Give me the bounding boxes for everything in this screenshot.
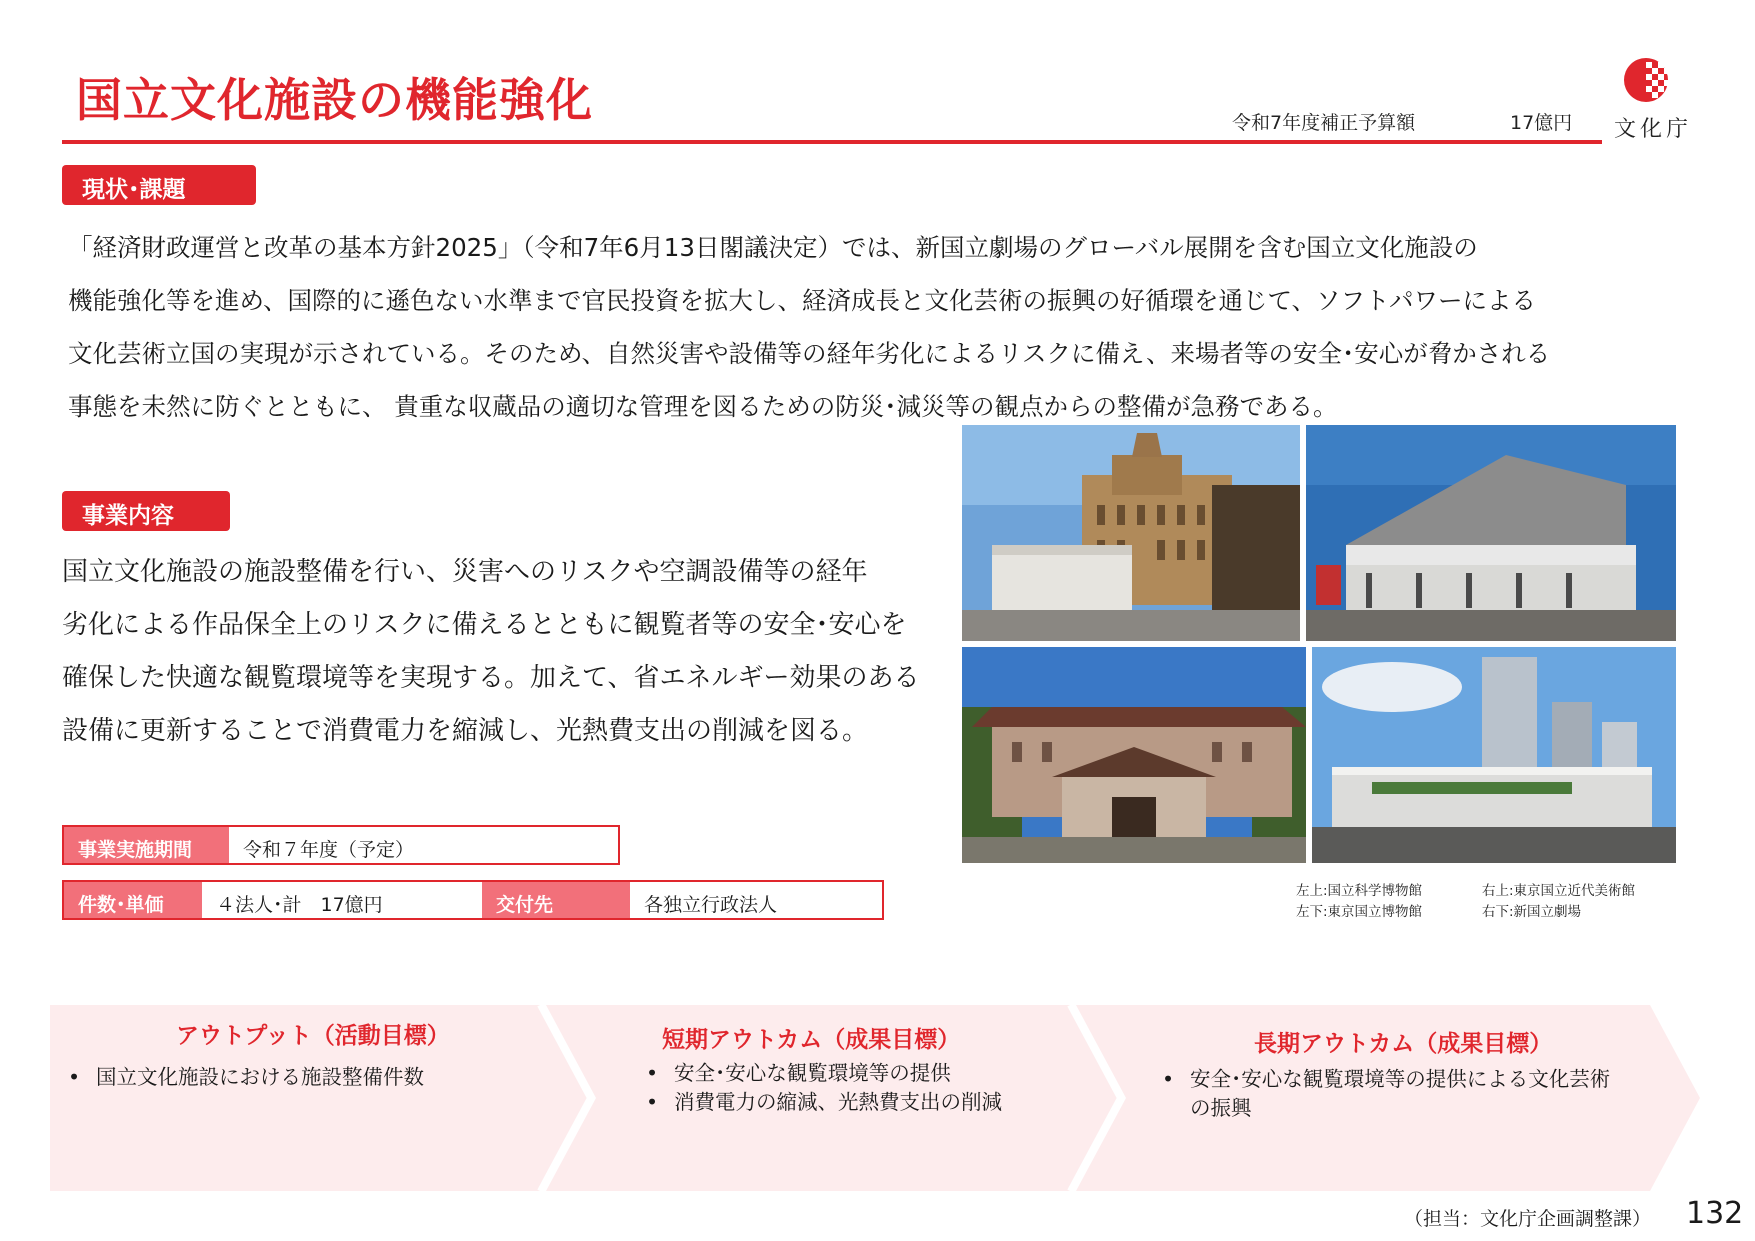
- flow-long-term-list: [1162, 1065, 1612, 1123]
- logo-wordmark: 文化庁: [1614, 117, 1693, 142]
- caption-top-left: 左上:国立科学博物館: [1296, 883, 1423, 899]
- business-line: 確保した快適な観覧環境等を実現する。加えて、省エネルギー効果のある: [62, 663, 920, 693]
- business-line: 国立文化施設の施設整備を行い、災害へのリスクや空調設備等の経年: [62, 557, 868, 587]
- business-line: 劣化による作品保全上のリスクに備えるとともに観覧者等の安全･安心を: [62, 610, 907, 640]
- photo-tokyo-national-museum: [962, 647, 1306, 863]
- flow-long-term-title: 長期アウトカム（成果目標）: [1254, 1031, 1553, 1057]
- flow-output-title: アウトプット（活動目標）: [176, 1023, 450, 1049]
- status-line: 機能強化等を進め、国際的に遜色ない水準まで官民投資を拡大し、経済成長と文化芸術の振興の好循環を通じて、ソフトパワーによる: [68, 286, 1537, 315]
- list-item: • 安全･安心な観覧環境等の提供: [646, 1059, 1066, 1088]
- status-line: 文化芸術立国の実現が示されている。そのため、自然災害や設備等の経年劣化によるリスクに備え、来場者等の安全･安心が脅かされる: [68, 339, 1551, 368]
- list-item: • 安全･安心な観覧環境等の提供による文化芸術の振興: [1162, 1065, 1612, 1123]
- page-title: 国立文化施設の機能強化: [76, 73, 593, 127]
- status-line: 「経済財政運営と改革の基本方針2025」（令和7年6月13日閣議決定）では、新国立劇場のグローバル展開を含む国立文化施設の: [68, 233, 1478, 262]
- count-label: 件数･単価: [64, 882, 202, 918]
- recipient-value: 各独立行政法人: [644, 894, 778, 916]
- caption-bottom-right: 右下:新国立劇場: [1482, 904, 1582, 920]
- list-item: • 消費電力の縮減、光熱費支出の削減: [646, 1088, 1066, 1117]
- section-tag-business: 事業内容: [62, 491, 230, 531]
- count-table: [62, 880, 884, 920]
- outcome-flow: [50, 1005, 1700, 1191]
- business-line: 設備に更新することで消費電力を縮減し、光熱費支出の削減を図る。: [62, 716, 869, 746]
- period-label: 事業実施期間: [64, 827, 229, 863]
- budget-value: 17億円: [1510, 112, 1573, 134]
- status-paragraph: [68, 221, 1668, 433]
- department-note: （担当：文化庁企画調整課）: [1404, 1208, 1652, 1230]
- section-tag-status: 現状･課題: [62, 165, 256, 205]
- facility-photos: [962, 425, 1676, 863]
- budget-label: 令和7年度補正予算額: [1232, 112, 1416, 134]
- flow-short-term-list: [646, 1059, 1066, 1117]
- page-number: 132: [1686, 1196, 1744, 1231]
- photo-captions: [1296, 881, 1635, 923]
- caption-bottom-left: 左下:東京国立博物館: [1296, 904, 1423, 920]
- status-line: 事態を未然に防ぐとともに、 貴重な収蔵品の適切な管理を図るための防災･減災等の観点からの整備が急務である。: [68, 392, 1338, 421]
- title-divider: [62, 140, 1602, 144]
- flow-short-term-title: 短期アウトカム（成果目標）: [662, 1027, 961, 1053]
- count-value: ４法人･計 17億円: [216, 894, 383, 916]
- list-item: • 国立文化施設における施設整備件数: [68, 1063, 508, 1092]
- flow-output-list: [68, 1063, 508, 1092]
- caption-top-right: 右上:東京国立近代美術館: [1482, 883, 1636, 899]
- photo-new-national-theatre: [1312, 647, 1676, 863]
- period-table: [62, 825, 620, 865]
- period-value: 令和７年度（予定）: [243, 839, 415, 861]
- business-paragraph: [62, 546, 942, 758]
- recipient-label: 交付先: [482, 882, 630, 918]
- photo-momat: [1306, 425, 1676, 641]
- photo-national-science-museum: [962, 425, 1300, 641]
